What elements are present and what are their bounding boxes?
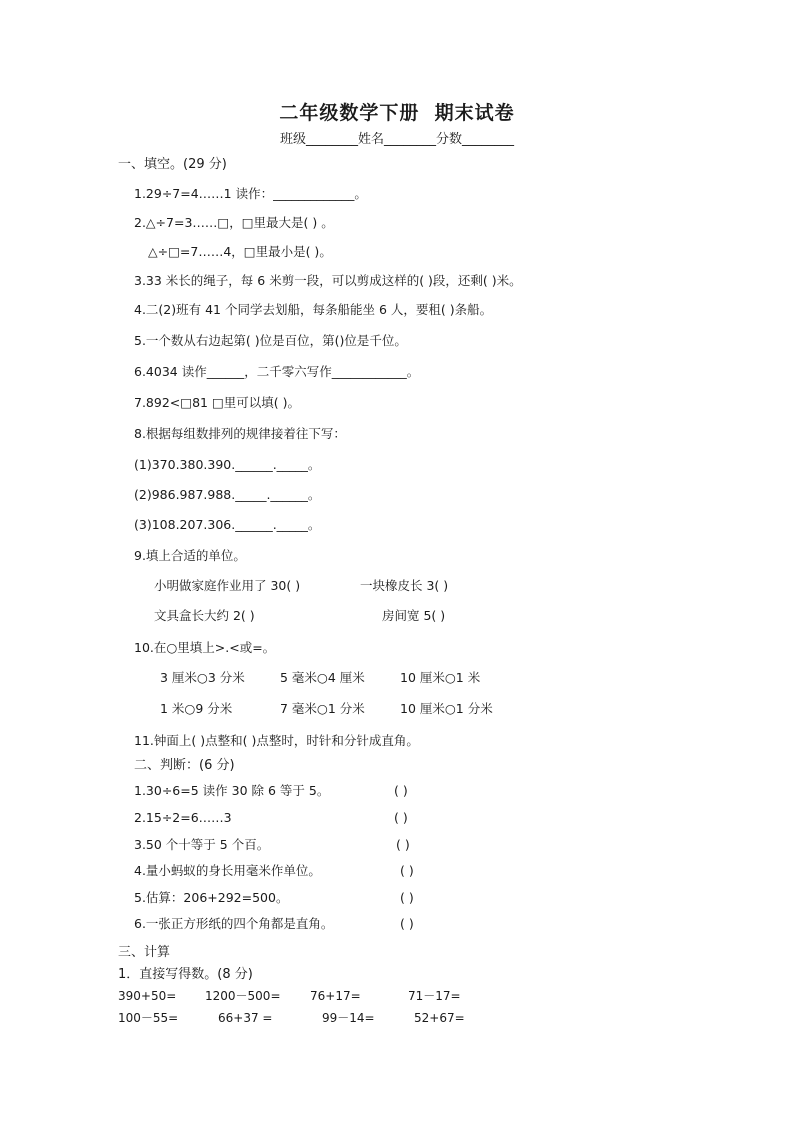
calc-2-2: 66+37 = [218, 1011, 273, 1025]
judge-1-bracket: ( ) [394, 783, 408, 798]
section-3-sub1: 1．直接写得数。(8 分) [118, 967, 253, 982]
question-2a: 2.△÷7=3……□，□里最大是( ) 。 [134, 215, 334, 230]
question-10-a: 3 厘米○3 分米 [160, 670, 245, 685]
question-1: 1.29÷7=4……1 读作：_____________。 [134, 186, 367, 201]
judge-3-bracket: ( ) [396, 837, 410, 852]
question-2b: △÷□=7……4，□里最小是( )。 [148, 244, 332, 259]
question-8-2: (2)986.987.988._____.______。 [134, 487, 321, 502]
question-10-f: 10 厘米○1 分米 [400, 701, 493, 716]
section-2-heading: 二、判断：(6 分) [134, 758, 235, 773]
question-9-b: 一块橡皮长 3( ) [360, 578, 449, 593]
student-info-line: 班级________姓名________分数________ [279, 132, 514, 147]
question-8-3: (3)108.207.306.______._____。 [134, 517, 321, 532]
judge-1-text: 1.30÷6=5 读作 30 除 6 等于 5。 [134, 783, 330, 798]
judge-4-bracket: ( ) [400, 863, 414, 878]
question-8-1: (1)370.380.390.______._____。 [134, 457, 321, 472]
calc-1-1: 390+50= [118, 989, 177, 1003]
calc-2-1: 100－55= [118, 1011, 179, 1025]
question-5: 5.一个数从右边起第( )位是百位，第()位是千位。 [134, 333, 407, 348]
judge-5-bracket: ( ) [400, 890, 414, 905]
calc-1-3: 76+17= [310, 989, 361, 1003]
calc-1-4: 71－17= [408, 989, 461, 1003]
question-10-e: 7 毫米○1 分米 [280, 701, 365, 716]
question-7: 7.892<□81 □里可以填( )。 [134, 395, 300, 410]
question-10-b: 5 毫米○4 厘米 [280, 670, 365, 685]
question-11: 11.钟面上( )点整和( )点整时，时针和分针成直角。 [134, 733, 419, 748]
judge-6-bracket: ( ) [400, 916, 414, 931]
section-3-heading: 三、计算 [118, 945, 171, 960]
judge-2-bracket: ( ) [394, 810, 408, 825]
calc-2-4: 52+67= [414, 1011, 465, 1025]
question-6: 6.4034 读作______，二千零六写作____________。 [134, 364, 420, 379]
question-3: 3.33 米长的绳子，每 6 米剪一段，可以剪成这样的( )段，还剩( )米。 [134, 273, 522, 288]
question-10-d: 1 米○9 分米 [160, 701, 233, 716]
question-4: 4.二(2)班有 41 个同学去划船，每条船能坐 6 人，要租( )条船。 [134, 302, 493, 317]
calc-2-3: 99－14= [322, 1011, 375, 1025]
judge-5-text: 5.估算：206+292=500。 [134, 890, 289, 905]
judge-4-text: 4.量小蚂蚁的身长用毫米作单位。 [134, 863, 321, 878]
judge-3-text: 3.50 个十等于 5 个百。 [134, 837, 270, 852]
section-1-heading: 一、填空。(29 分) [118, 157, 227, 172]
question-9-d: 房间宽 5( ) [382, 608, 446, 623]
page-title: 二年级数学下册 期末试卷 [279, 102, 515, 124]
question-9: 9.填上合适的单位。 [134, 548, 246, 563]
judge-2-text: 2.15÷2=6……3 [134, 810, 232, 825]
question-9-c: 文具盒长大约 2( ) [154, 608, 255, 623]
question-10: 10.在○里填上>.<或=。 [134, 640, 276, 655]
question-9-a: 小明做家庭作业用了 30( ) [154, 578, 301, 593]
question-8: 8.根据每组数排列的规律接着往下写： [134, 426, 346, 441]
calc-1-2: 1200－500= [205, 989, 281, 1003]
question-10-c: 10 厘米○1 米 [400, 670, 481, 685]
judge-6-text: 6.一张正方形纸的四个角都是直角。 [134, 916, 334, 931]
